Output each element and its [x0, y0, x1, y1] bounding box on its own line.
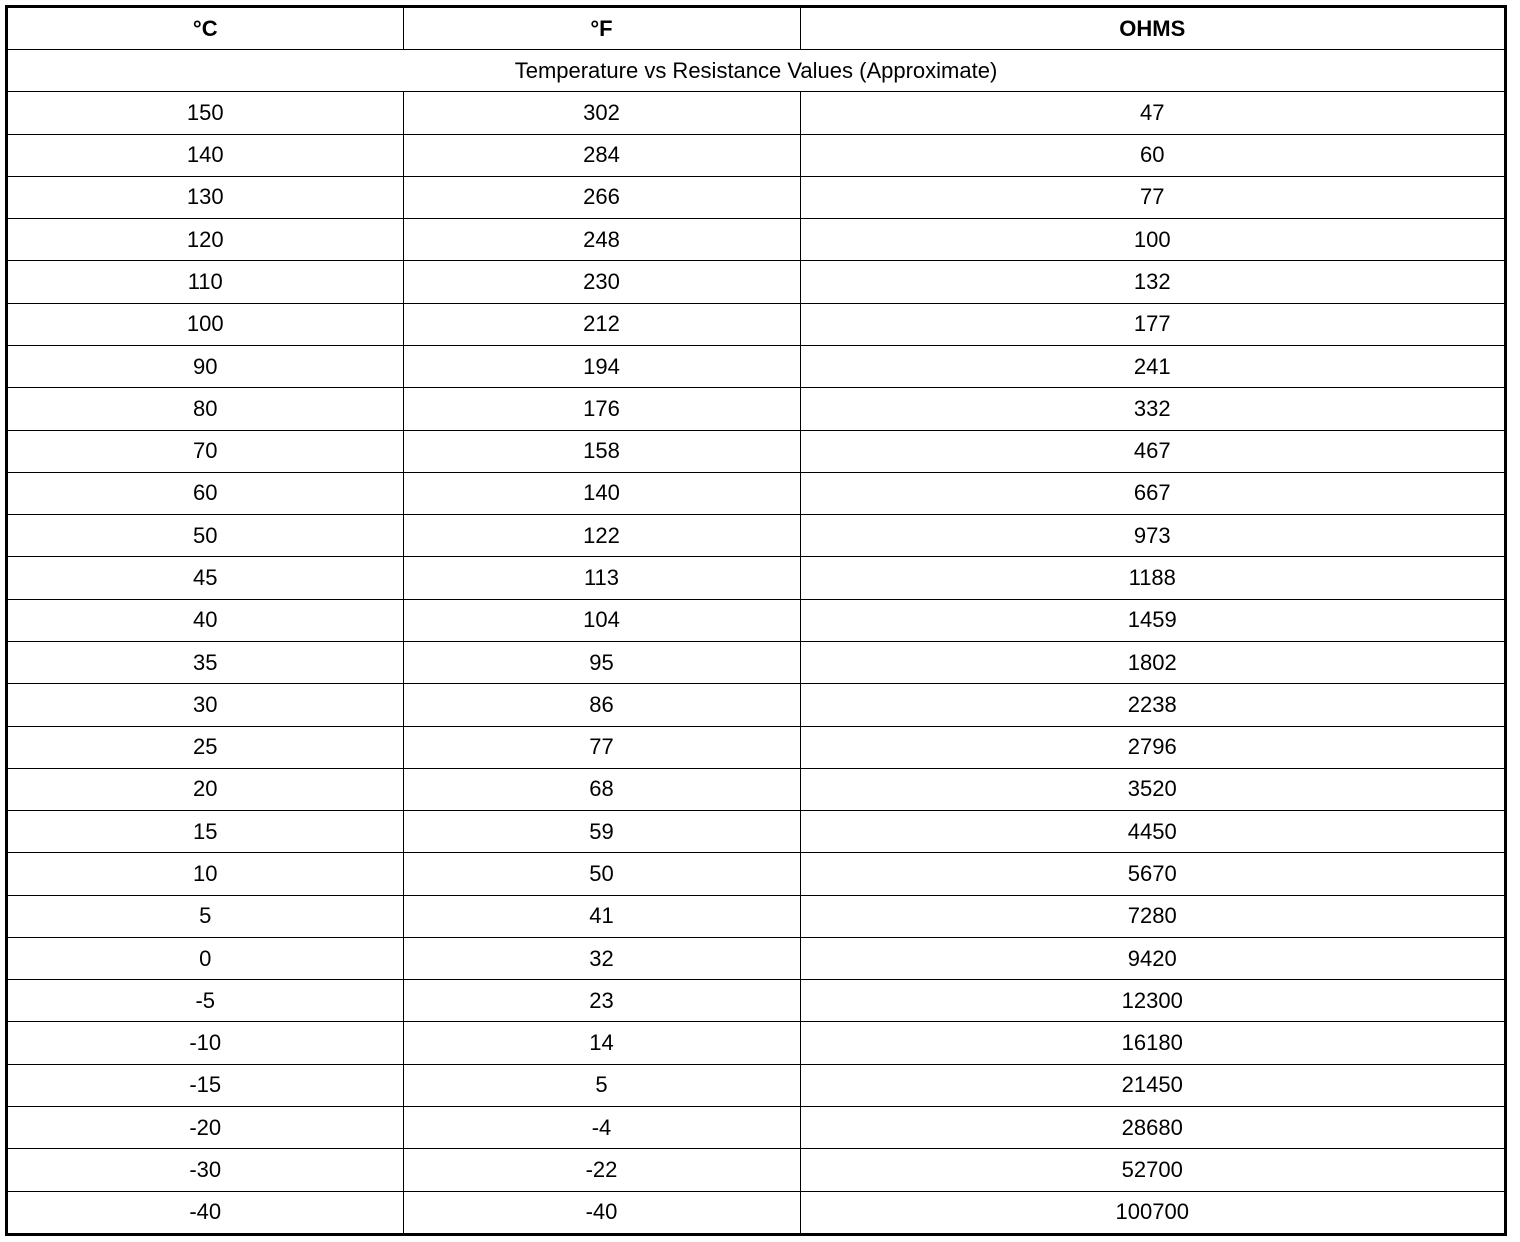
cell-celsius: 110 — [8, 261, 403, 303]
cell-fahrenheit: 284 — [403, 134, 800, 176]
cell-ohms: 667 — [800, 472, 1504, 514]
data-table — [8, 8, 1504, 1233]
cell-fahrenheit: 248 — [403, 219, 800, 261]
cell-celsius: 25 — [8, 726, 403, 768]
cell-celsius: -10 — [8, 1022, 403, 1064]
cell-fahrenheit: 23 — [403, 980, 800, 1022]
table-row — [8, 684, 1504, 726]
cell-ohms: 16180 — [800, 1022, 1504, 1064]
cell-celsius: 35 — [8, 641, 403, 683]
table-row — [8, 937, 1504, 979]
cell-ohms: 60 — [800, 134, 1504, 176]
table-row — [8, 388, 1504, 430]
table-row — [8, 1149, 1504, 1191]
cell-fahrenheit: 113 — [403, 557, 800, 599]
cell-celsius: 10 — [8, 853, 403, 895]
table-row — [8, 980, 1504, 1022]
cell-fahrenheit: 50 — [403, 853, 800, 895]
cell-fahrenheit: -22 — [403, 1149, 800, 1191]
cell-fahrenheit: 68 — [403, 768, 800, 810]
cell-fahrenheit: 302 — [403, 92, 800, 134]
cell-fahrenheit: 266 — [403, 176, 800, 218]
cell-ohms: 100 — [800, 219, 1504, 261]
cell-fahrenheit: 77 — [403, 726, 800, 768]
cell-ohms: 7280 — [800, 895, 1504, 937]
table-caption: Temperature vs Resistance Values (Approximate) — [8, 50, 1504, 92]
table-row — [8, 895, 1504, 937]
cell-fahrenheit: 41 — [403, 895, 800, 937]
cell-ohms: 132 — [800, 261, 1504, 303]
cell-celsius: 0 — [8, 937, 403, 979]
cell-fahrenheit: 158 — [403, 430, 800, 472]
cell-ohms: 52700 — [800, 1149, 1504, 1191]
header-row — [8, 8, 1504, 50]
cell-celsius: -15 — [8, 1064, 403, 1106]
cell-celsius: 100 — [8, 303, 403, 345]
table-row — [8, 1022, 1504, 1064]
cell-fahrenheit: 32 — [403, 937, 800, 979]
cell-fahrenheit: 122 — [403, 515, 800, 557]
table-row — [8, 1191, 1504, 1233]
cell-ohms: 21450 — [800, 1064, 1504, 1106]
table-row — [8, 853, 1504, 895]
cell-celsius: 60 — [8, 472, 403, 514]
cell-celsius: 70 — [8, 430, 403, 472]
cell-fahrenheit: 14 — [403, 1022, 800, 1064]
cell-ohms: 5670 — [800, 853, 1504, 895]
table-row — [8, 303, 1504, 345]
cell-fahrenheit: 140 — [403, 472, 800, 514]
cell-celsius: 15 — [8, 811, 403, 853]
caption-row — [8, 50, 1504, 92]
cell-ohms: 1188 — [800, 557, 1504, 599]
header-celsius: °C — [8, 8, 403, 50]
cell-celsius: 150 — [8, 92, 403, 134]
cell-fahrenheit: 59 — [403, 811, 800, 853]
cell-celsius: 140 — [8, 134, 403, 176]
cell-ohms: 973 — [800, 515, 1504, 557]
cell-celsius: 45 — [8, 557, 403, 599]
table-row — [8, 768, 1504, 810]
cell-ohms: 1802 — [800, 641, 1504, 683]
cell-celsius: -30 — [8, 1149, 403, 1191]
cell-ohms: 1459 — [800, 599, 1504, 641]
cell-ohms: 28680 — [800, 1107, 1504, 1149]
temperature-resistance-table — [5, 5, 1507, 1236]
cell-fahrenheit: -40 — [403, 1191, 800, 1233]
cell-celsius: 90 — [8, 345, 403, 387]
table-row — [8, 1064, 1504, 1106]
cell-ohms: 4450 — [800, 811, 1504, 853]
cell-ohms: 177 — [800, 303, 1504, 345]
table-row — [8, 92, 1504, 134]
table-row — [8, 219, 1504, 261]
cell-fahrenheit: 194 — [403, 345, 800, 387]
table-row — [8, 261, 1504, 303]
cell-ohms: 100700 — [800, 1191, 1504, 1233]
cell-fahrenheit: -4 — [403, 1107, 800, 1149]
cell-celsius: 5 — [8, 895, 403, 937]
cell-celsius: 120 — [8, 219, 403, 261]
cell-fahrenheit: 230 — [403, 261, 800, 303]
cell-celsius: 40 — [8, 599, 403, 641]
cell-fahrenheit: 212 — [403, 303, 800, 345]
table-row — [8, 134, 1504, 176]
table-row — [8, 1107, 1504, 1149]
table-row — [8, 641, 1504, 683]
cell-ohms: 2238 — [800, 684, 1504, 726]
cell-celsius: -5 — [8, 980, 403, 1022]
cell-ohms: 467 — [800, 430, 1504, 472]
cell-celsius: -20 — [8, 1107, 403, 1149]
cell-celsius: 130 — [8, 176, 403, 218]
cell-ohms: 77 — [800, 176, 1504, 218]
header-ohms: OHMS — [800, 8, 1504, 50]
cell-ohms: 3520 — [800, 768, 1504, 810]
table-row — [8, 726, 1504, 768]
cell-fahrenheit: 176 — [403, 388, 800, 430]
cell-ohms: 47 — [800, 92, 1504, 134]
cell-fahrenheit: 104 — [403, 599, 800, 641]
cell-celsius: 20 — [8, 768, 403, 810]
cell-fahrenheit: 5 — [403, 1064, 800, 1106]
table-row — [8, 430, 1504, 472]
table-row — [8, 557, 1504, 599]
cell-celsius: 80 — [8, 388, 403, 430]
cell-celsius: 30 — [8, 684, 403, 726]
cell-celsius: 50 — [8, 515, 403, 557]
table-row — [8, 515, 1504, 557]
cell-ohms: 9420 — [800, 937, 1504, 979]
cell-celsius: -40 — [8, 1191, 403, 1233]
table-row — [8, 345, 1504, 387]
cell-ohms: 12300 — [800, 980, 1504, 1022]
cell-ohms: 241 — [800, 345, 1504, 387]
header-fahrenheit: °F — [403, 8, 800, 50]
cell-ohms: 332 — [800, 388, 1504, 430]
cell-fahrenheit: 95 — [403, 641, 800, 683]
table-row — [8, 599, 1504, 641]
table-row — [8, 176, 1504, 218]
cell-ohms: 2796 — [800, 726, 1504, 768]
cell-fahrenheit: 86 — [403, 684, 800, 726]
table-row — [8, 472, 1504, 514]
table-row — [8, 811, 1504, 853]
